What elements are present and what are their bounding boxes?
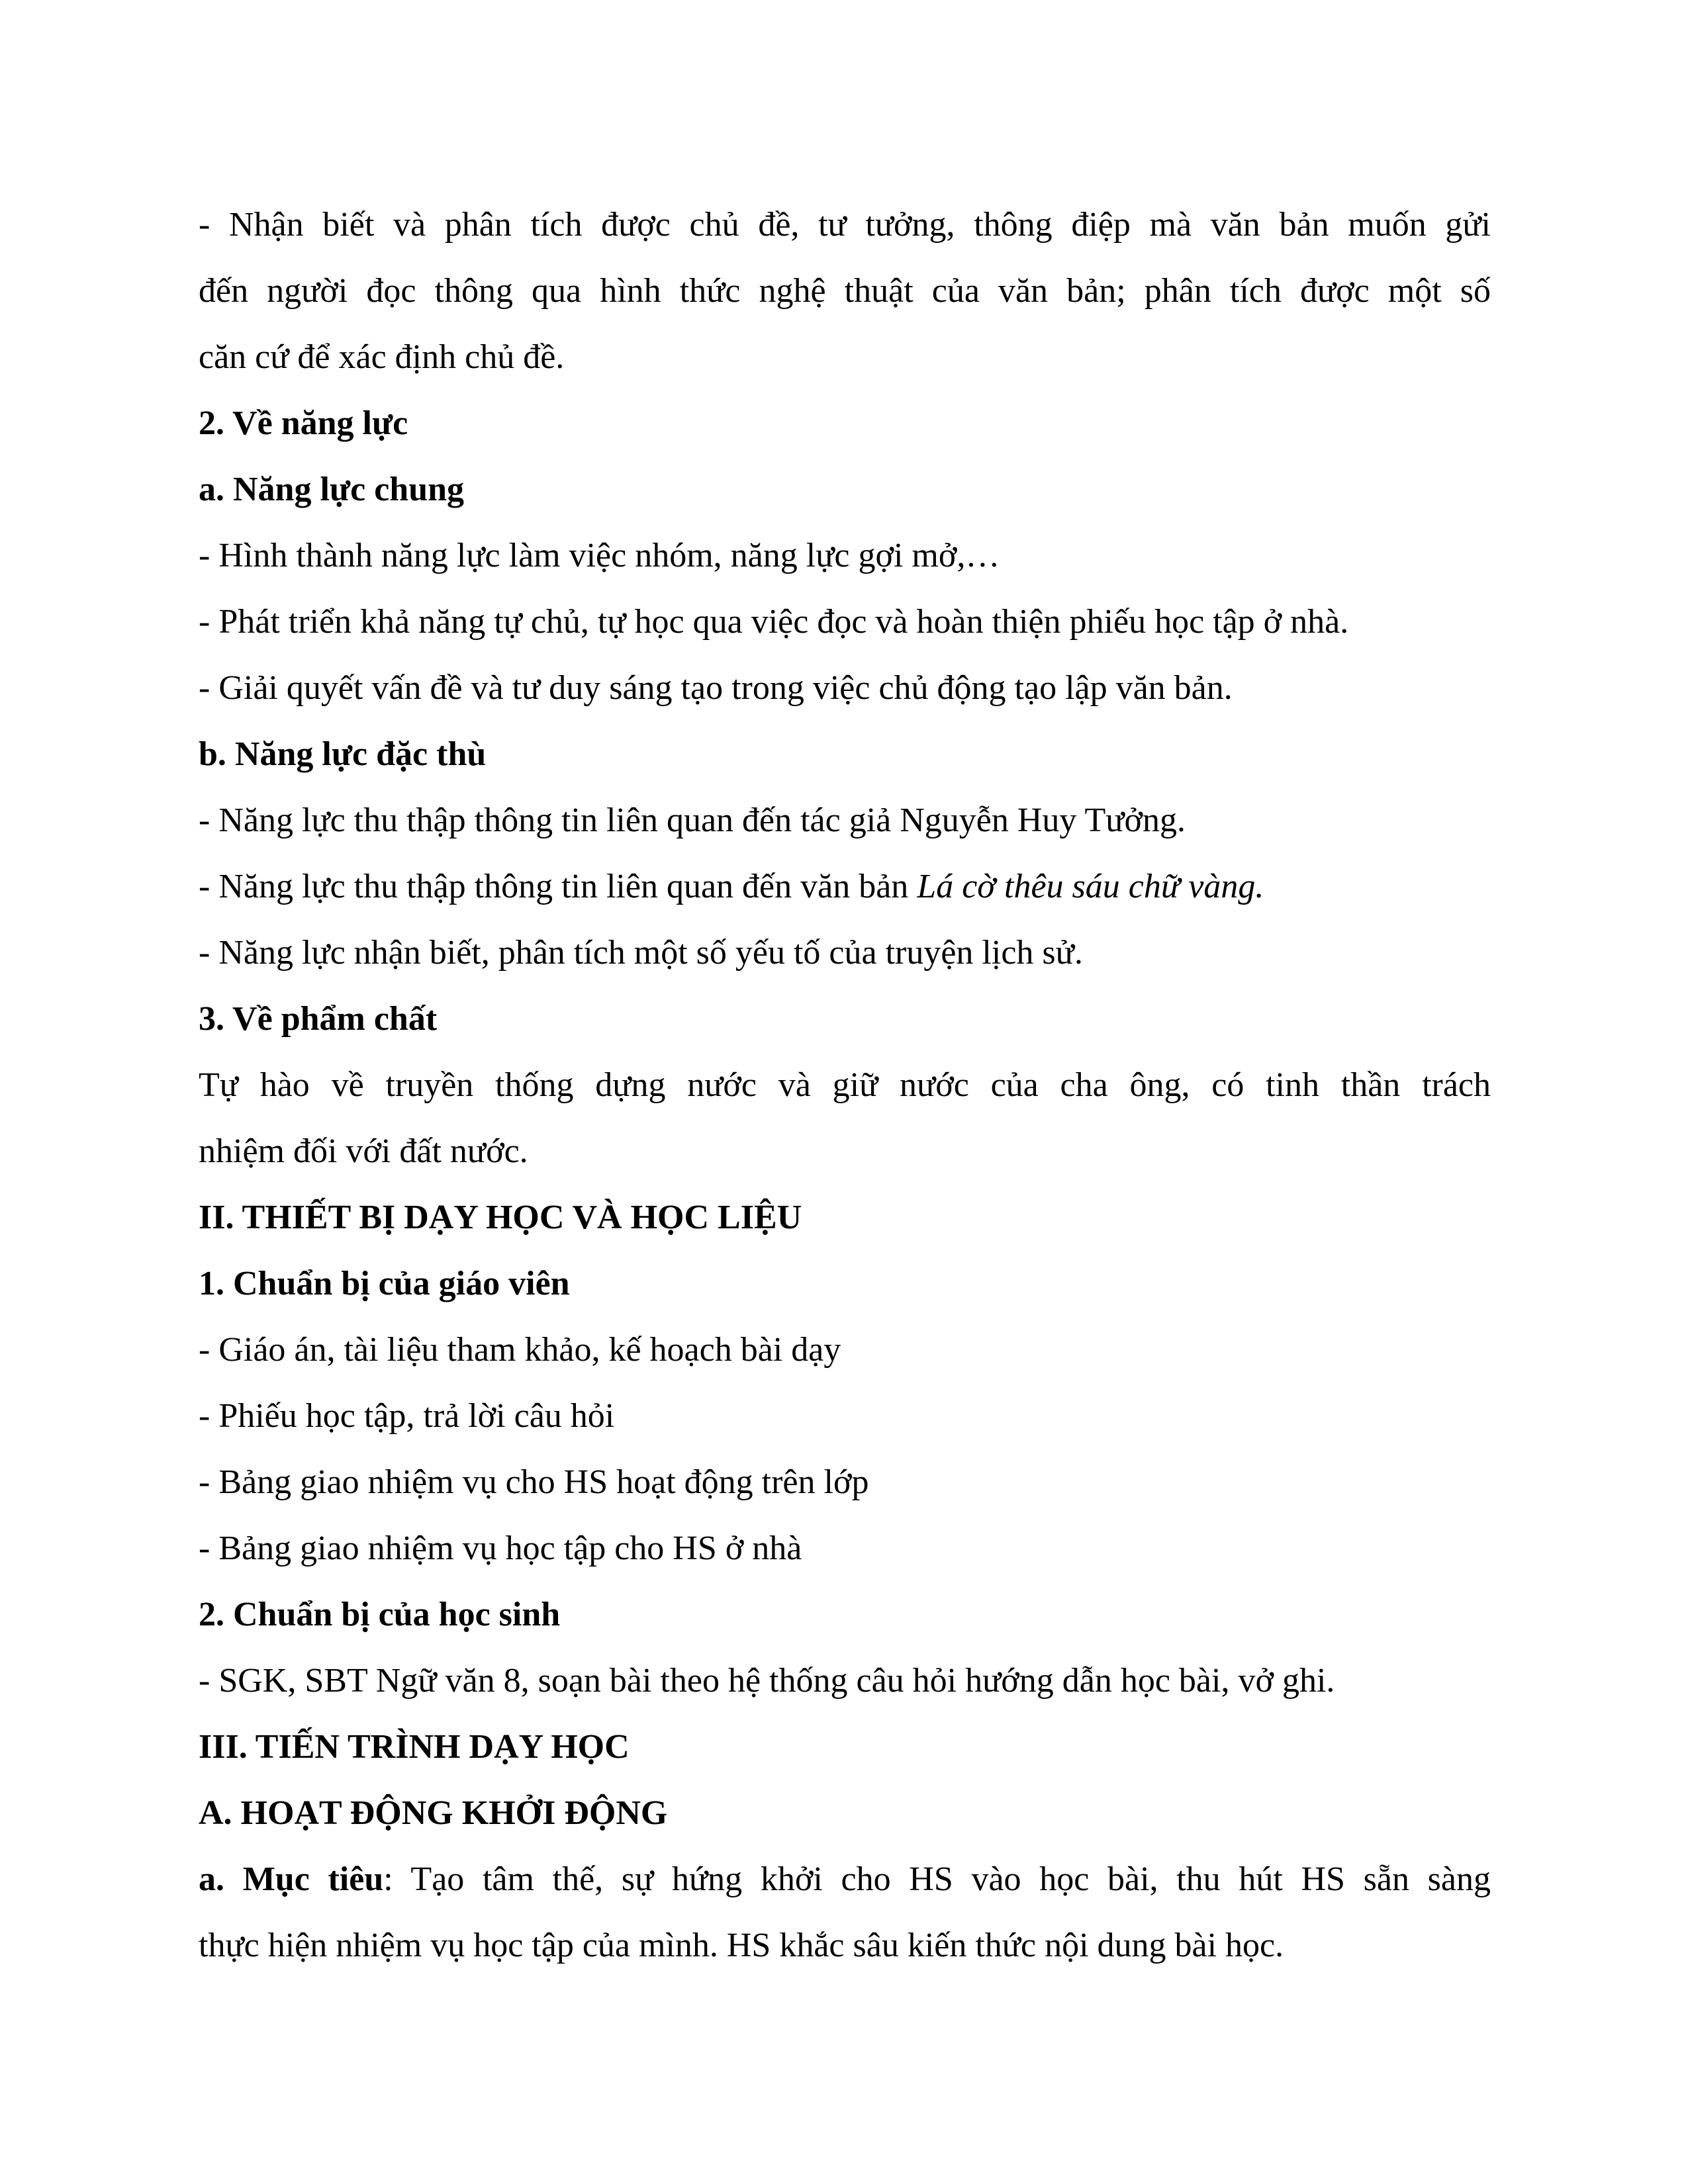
list-item-text: - Năng lực thu thập thông tin liên quan đến văn bản bbox=[199, 868, 917, 905]
muc-tieu-line-2: thực hiện nhiệm vụ học tập của mình. HS khắc sâu kiến thức nội dung bài học. bbox=[199, 1927, 1284, 1964]
list-item: - SGK, SBT Ngữ văn 8, soạn bài theo hệ thống câu hỏi hướng dẫn học bài, vở ghi. bbox=[199, 1662, 1335, 1700]
heading-khoi-dong: A. HOẠT ĐỘNG KHỞI ĐỘNG bbox=[199, 1794, 668, 1832]
muc-tieu-label: a. Mục tiêu bbox=[199, 1860, 384, 1898]
heading-nang-luc: 2. Về năng lực bbox=[199, 404, 408, 442]
pham-chat-line-2: nhiệm đối với đất nước. bbox=[199, 1132, 528, 1170]
list-item: - Năng lực nhận biết, phân tích một số yếu tố của truyện lịch sử. bbox=[199, 934, 1083, 972]
heading-nang-luc-dac-thu: b. Năng lực đặc thù bbox=[199, 735, 487, 773]
list-item: - Giải quyết vấn đề và tư duy sáng tạo trong việc chủ động tạo lập văn bản. bbox=[199, 669, 1233, 707]
heading-chuan-bi-giao-vien: 1. Chuẩn bị của giáo viên bbox=[199, 1265, 570, 1302]
muc-tieu-text: : Tạo tâm thế, sự hứng khởi cho HS vào học bài, thu hút HS sẵn sàng bbox=[383, 1860, 1491, 1898]
list-item: - Năng lực thu thập thông tin liên quan đến tác giả Nguyễn Huy Tưởng. bbox=[199, 801, 1186, 839]
heading-thiet-bi: II. THIẾT BỊ DẠY HỌC VÀ HỌC LIỆU bbox=[199, 1199, 802, 1236]
list-item: - Bảng giao nhiệm vụ học tập cho HS ở nhà bbox=[199, 1529, 802, 1567]
objective-line-3: căn cứ để xác định chủ đề. bbox=[199, 338, 565, 376]
heading-nang-luc-chung: a. Năng lực chung bbox=[199, 471, 465, 508]
heading-chuan-bi-hoc-sinh: 2. Chuẩn bị của học sinh bbox=[199, 1596, 561, 1633]
muc-tieu-line-1 bbox=[199, 1846, 1491, 1913]
list-item: - Phát triển khả năng tự chủ, tự học qua việc đọc và hoàn thiện phiếu học tập ở nhà. bbox=[199, 603, 1349, 641]
list-item: - Hình thành năng lực làm việc nhóm, năng lực gợi mở,… bbox=[199, 537, 1000, 574]
heading-tien-trinh: III. TIẾN TRÌNH DẠY HỌC bbox=[199, 1728, 630, 1766]
pham-chat-line-1: Tự hào về truyền thống dựng nước và giữ nước của cha ông, có tinh thần trách bbox=[199, 1066, 1491, 1104]
objective-line-1: - Nhận biết và phân tích được chủ đề, tư tưởng, thông điệp mà văn bản muốn gửi bbox=[199, 206, 1491, 244]
document-page bbox=[199, 192, 1491, 1979]
objective-line-2: đến người đọc thông qua hình thức nghệ thuật của văn bản; phân tích được một số bbox=[199, 272, 1491, 310]
list-item: - Giáo án, tài liệu tham khảo, kế hoạch bài dạy bbox=[199, 1331, 841, 1369]
list-item: - Bảng giao nhiệm vụ cho HS hoạt động trên lớp bbox=[199, 1463, 869, 1501]
list-item: - Phiếu học tập, trả lời câu hỏi bbox=[199, 1397, 615, 1435]
list-item bbox=[199, 854, 1491, 920]
work-title: Lá cờ thêu sáu chữ vàng. bbox=[917, 868, 1264, 905]
heading-pham-chat: 3. Về phẩm chất bbox=[199, 1000, 438, 1038]
